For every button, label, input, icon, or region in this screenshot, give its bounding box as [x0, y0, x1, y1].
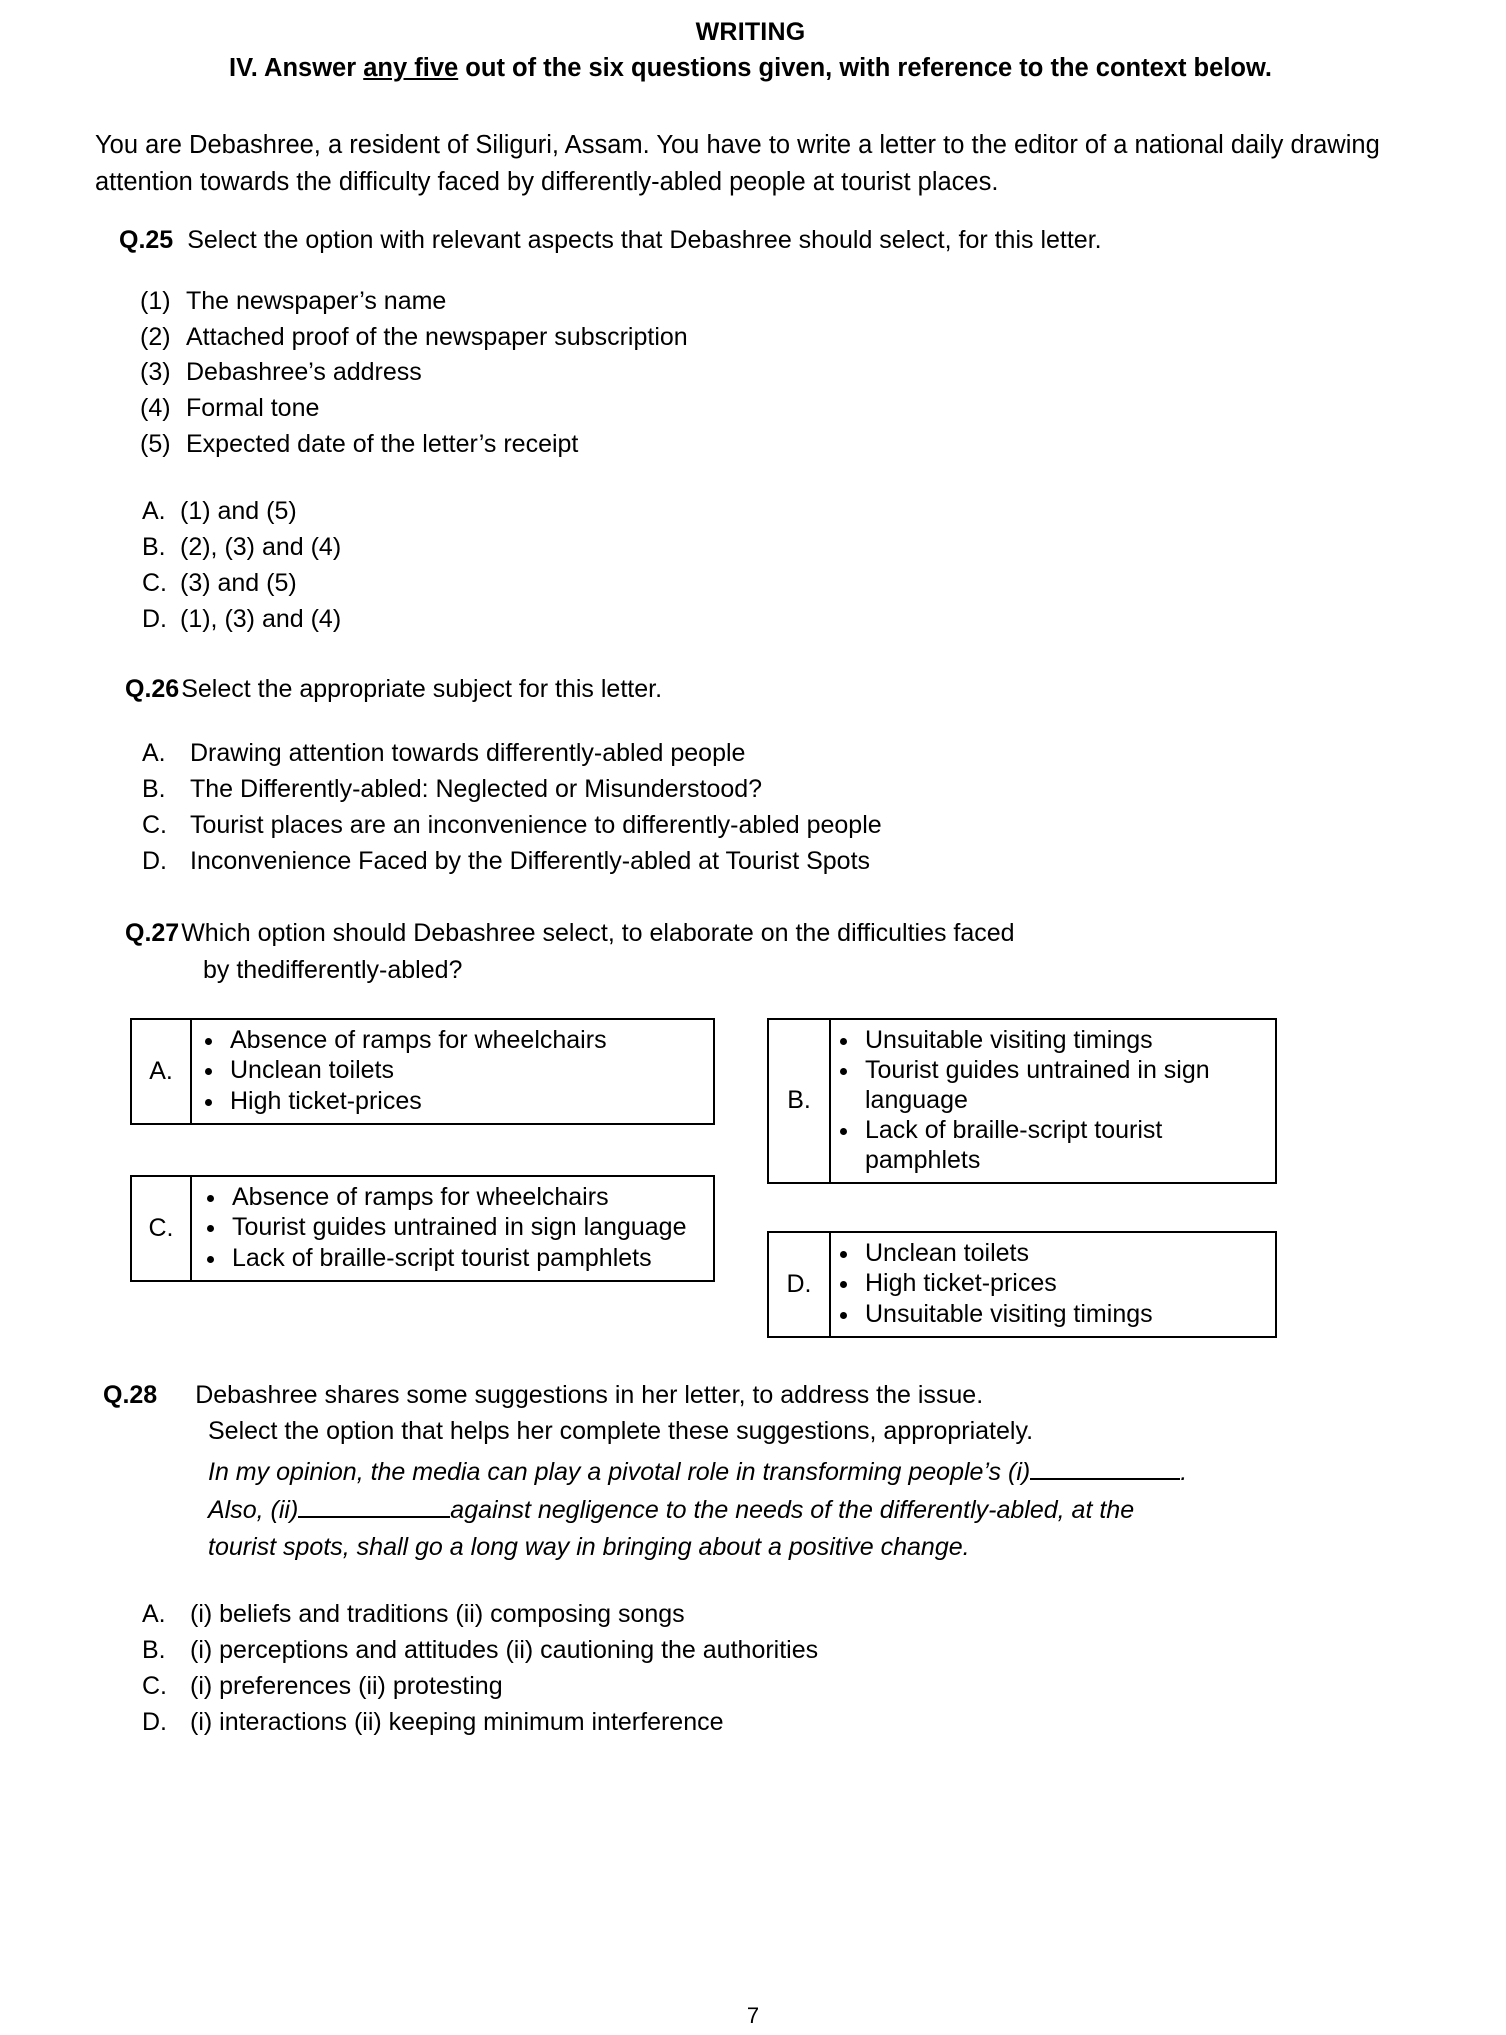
option-label: (i) beliefs and traditions (ii) composing songs — [190, 1599, 685, 1628]
option-content — [831, 1233, 1159, 1337]
option-box-c[interactable] — [130, 1175, 715, 1283]
aspect-item — [140, 320, 1406, 356]
question-28-text-line2: Select the option that helps her complete these suggestions, appropriately. — [208, 1416, 1034, 1445]
option-d[interactable] — [142, 601, 1406, 637]
option-box-d[interactable] — [767, 1231, 1277, 1339]
question-28-number: Q.28 — [103, 1380, 158, 1409]
option-content — [831, 1020, 1275, 1183]
question-25-number: Q.25 — [119, 225, 174, 254]
passage-line-3: tourist spots, shall go a long way in bringing about a positive change. — [208, 1532, 970, 1561]
option-letter: B. — [769, 1020, 831, 1183]
option-letter: B. — [142, 774, 166, 803]
option-letter: A. — [132, 1020, 192, 1124]
option-label: (i) interactions (ii) keeping minimum interference — [190, 1708, 724, 1737]
question-27-option-boxes — [95, 1018, 1406, 1348]
option-letter: A. — [142, 1599, 166, 1628]
passage-line-2 — [208, 1491, 1406, 1529]
option-label: The Differently-abled: Neglected or Misunderstood? — [190, 774, 763, 803]
question-28-passage — [95, 1453, 1406, 1566]
question-25-options — [95, 493, 1406, 638]
option-letter: D. — [142, 847, 167, 876]
question-25-header — [95, 223, 1406, 258]
aspect-number: (2) — [140, 322, 171, 351]
aspect-number: (3) — [140, 358, 171, 387]
option-bullet: • Absence of ramps for wheelchairs — [228, 1183, 686, 1213]
option-a[interactable] — [142, 493, 1406, 529]
option-bullet: • Absence of ramps for wheelchairs — [226, 1026, 607, 1056]
option-c[interactable] — [142, 807, 1406, 843]
instruction-emphasis: any five — [363, 54, 459, 82]
aspect-item — [140, 427, 1406, 463]
instruction-prefix: IV. Answer — [229, 54, 364, 82]
option-letter: D. — [142, 1708, 167, 1737]
passage-segment-2: . — [1180, 1457, 1188, 1486]
passage-segment-3: Also, (ii) — [208, 1495, 299, 1524]
question-25 — [95, 223, 1406, 638]
aspect-item — [140, 391, 1406, 427]
option-label: Tourist places are an inconvenience to differently-abled people — [190, 811, 882, 840]
option-box-b[interactable] — [767, 1018, 1277, 1185]
option-a[interactable] — [142, 1596, 1406, 1632]
context-paragraph: You are Debashree, a resident of Siliguri, Assam. You have to write a letter to the editor of a national daily drawing attention towards the difficulty faced by differently-abled people at tourist places. — [95, 130, 1380, 196]
question-27-text-line1: Which option should Debashree select, to elaborate on the difficulties faced — [181, 918, 1015, 947]
question-28-header — [95, 1378, 1406, 1413]
option-c[interactable] — [142, 565, 1406, 601]
option-label: (1) and (5) — [180, 496, 297, 525]
option-label: (i) perceptions and attitudes (ii) cautioning the authorities — [190, 1635, 819, 1664]
option-bullet: • Unclean toilets — [861, 1239, 1153, 1269]
aspect-label: The newspaper’s name — [186, 286, 447, 315]
option-bullet: • Unclean toilets — [226, 1056, 607, 1086]
option-c[interactable] — [142, 1668, 1406, 1704]
option-a[interactable] — [142, 735, 1406, 771]
page-title: WRITING — [695, 18, 806, 46]
option-bullet: • Unsuitable visiting timings — [861, 1300, 1153, 1330]
option-bullet: • Unsuitable visiting timings — [861, 1026, 1269, 1056]
question-28 — [95, 1378, 1406, 1741]
aspect-number: (5) — [140, 429, 171, 458]
question-26-header — [95, 672, 1406, 707]
question-28-options — [95, 1596, 1406, 1741]
option-letter: C. — [142, 811, 167, 840]
option-bullet: • High ticket-prices — [226, 1087, 607, 1117]
option-letter: C. — [132, 1177, 192, 1281]
option-box-a[interactable] — [130, 1018, 715, 1126]
question-26 — [95, 672, 1406, 880]
option-content — [192, 1177, 692, 1281]
question-26-text: Select the appropriate subject for this letter. — [181, 674, 663, 703]
option-letter: B. — [142, 1635, 166, 1664]
option-label: Drawing attention towards differently-abled people — [190, 738, 746, 767]
option-label: (i) preferences (ii) protesting — [190, 1672, 503, 1701]
option-bullet: • Tourist guides untrained in sign language — [861, 1056, 1269, 1115]
option-letter: D. — [142, 605, 167, 634]
option-letter: A. — [142, 738, 166, 767]
aspect-label: Expected date of the letter’s receipt — [186, 429, 579, 458]
option-label: (3) and (5) — [180, 569, 297, 598]
option-label: Inconvenience Faced by the Differently-abled at Tourist Spots — [190, 847, 871, 876]
question-27-number: Q.27 — [125, 918, 180, 947]
option-bullet: • High ticket-prices — [861, 1269, 1153, 1299]
aspect-label: Attached proof of the newspaper subscription — [186, 322, 688, 351]
passage-segment-1: In my opinion, the media can play a pivotal role in transforming people’s (i) — [208, 1457, 1031, 1486]
page-number: 7 — [746, 2003, 760, 2028]
aspect-label: Debashree’s address — [186, 358, 422, 387]
passage-segment-4: against negligence to the needs of the differently-abled, at the — [450, 1495, 1135, 1524]
question-27 — [95, 916, 1406, 1348]
option-b[interactable] — [142, 529, 1406, 565]
aspect-number: (1) — [140, 286, 171, 315]
option-bullet: • Lack of braille-script tourist pamphlets — [228, 1244, 686, 1274]
question-28-text-line1: Debashree shares some suggestions in her letter, to address the issue. — [195, 1380, 984, 1409]
question-25-aspect-list — [95, 284, 1406, 463]
option-letter: D. — [769, 1233, 831, 1337]
question-25-text: Select the option with relevant aspects that Debashree should select, for this letter. — [187, 225, 1102, 254]
option-letter: B. — [142, 532, 166, 561]
option-label: (1), (3) and (4) — [180, 605, 342, 634]
blank-ii[interactable] — [298, 1491, 450, 1518]
aspect-item — [140, 355, 1406, 391]
option-letter: A. — [142, 496, 166, 525]
question-27-header — [95, 916, 1406, 951]
question-27-text-line2: by thedifferently-abled? — [203, 955, 463, 984]
option-b[interactable] — [142, 771, 1406, 807]
aspect-item — [140, 284, 1406, 320]
option-b[interactable] — [142, 1632, 1406, 1668]
question-26-options — [95, 735, 1406, 880]
option-d[interactable] — [142, 843, 1406, 879]
question-26-number: Q.26 — [125, 674, 180, 703]
aspect-number: (4) — [140, 394, 171, 423]
option-d[interactable] — [142, 1704, 1406, 1740]
aspect-label: Formal tone — [186, 394, 320, 423]
instruction-suffix: out of the six questions given, with reference to the context below. — [458, 54, 1272, 82]
option-bullet: • Lack of braille-script tourist pamphlets — [861, 1116, 1269, 1175]
option-label: (2), (3) and (4) — [180, 532, 342, 561]
passage-line-1 — [208, 1453, 1406, 1491]
blank-i[interactable] — [1030, 1453, 1180, 1480]
option-letter: C. — [142, 569, 167, 598]
instruction-line — [95, 53, 1406, 85]
option-bullet: • Tourist guides untrained in sign language — [228, 1213, 686, 1243]
option-content — [192, 1020, 613, 1124]
option-letter: C. — [142, 1672, 167, 1701]
